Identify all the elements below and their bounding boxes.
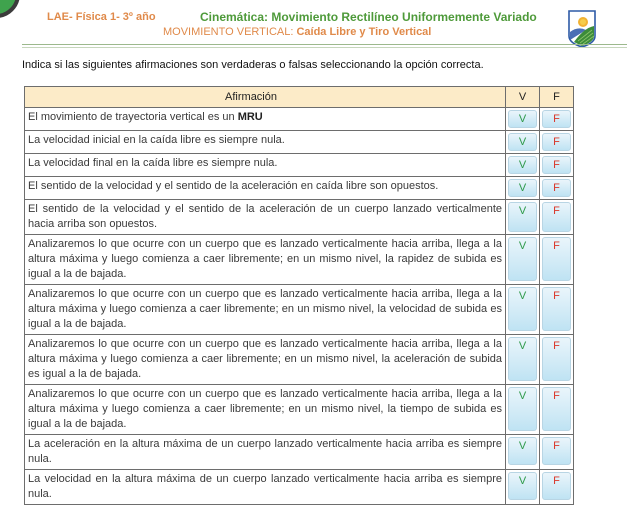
statement-cell: Analizaremos lo que ocurre con un cuerpo que es lanzado verticalmente hacia arriba, llega a la altura máxima y luego comienza a caer libremente; en un mismo nivel, la velocidad de subida es igual a la de bajada. (25, 285, 506, 335)
statement-cell: El sentido de la velocidad y el sentido de la aceleración de un cuerpo lanzado verticalmente hacia arriba son opuestos. (25, 200, 506, 235)
true-option-button[interactable]: V (508, 337, 537, 381)
true-option-button[interactable]: V (508, 237, 537, 281)
table-row (25, 154, 574, 177)
table-row (25, 435, 574, 470)
table-row (25, 285, 574, 335)
statement-cell (25, 108, 506, 131)
table-row (25, 108, 574, 131)
table-header-row (25, 87, 574, 108)
header-false: F (540, 87, 574, 108)
header-divider-secondary (22, 47, 627, 48)
decorative-corner-circle (0, 0, 20, 18)
subtitle-prefix: MOVIMIENTO VERTICAL: (163, 26, 297, 38)
false-option-button[interactable]: F (542, 202, 571, 232)
table-row (25, 200, 574, 235)
false-option-button[interactable]: F (542, 156, 571, 174)
false-option-button[interactable]: F (542, 437, 571, 465)
false-option-button[interactable]: F (542, 237, 571, 281)
statement-cell: Analizaremos lo que ocurre con un cuerpo que es lanzado verticalmente hacia arriba, llega a la altura máxima y luego comienza a caer libremente; en un mismo nivel, la aceleración de subida es igual a la de bajada. (25, 335, 506, 385)
table-row (25, 385, 574, 435)
false-option-button[interactable]: F (542, 133, 571, 151)
subtitle-topic: Caída Libre y Tiro Vertical (296, 26, 432, 38)
true-false-table (24, 86, 574, 505)
true-option-button[interactable]: V (508, 202, 537, 232)
header-statement: Afirmación (25, 87, 506, 108)
statement-cell: La velocidad inicial en la caída libre es siempre nula. (25, 131, 506, 154)
false-option-button[interactable]: F (542, 179, 571, 197)
true-option-button[interactable]: V (508, 179, 537, 197)
true-option-button[interactable]: V (508, 472, 537, 500)
statement-cell: La velocidad final en la caída libre es siempre nula. (25, 154, 506, 177)
false-option-button[interactable]: F (542, 472, 571, 500)
true-option-button[interactable]: V (508, 437, 537, 465)
statement-cell: Analizaremos lo que ocurre con un cuerpo que es lanzado verticalmente hacia arriba, llega a la altura máxima y luego comienza a caer libremente; en un mismo nivel, la tiempo de subida es igual a la de bajada. (25, 385, 506, 435)
false-option-button[interactable]: F (542, 387, 571, 431)
true-option-button[interactable]: V (508, 110, 537, 128)
true-option-button[interactable]: V (508, 287, 537, 331)
table-row (25, 470, 574, 505)
page-subtitle (163, 26, 431, 38)
false-option-button[interactable]: F (542, 337, 571, 381)
true-option-button[interactable]: V (508, 387, 537, 431)
instruction-text: Indica si las siguientes afirmaciones son verdaderas o falsas seleccionando la opción correcta. (22, 59, 484, 71)
table-row (25, 335, 574, 385)
true-option-button[interactable]: V (508, 156, 537, 174)
statement-cell: Analizaremos lo que ocurre con un cuerpo que es lanzado verticalmente hacia arriba, llega a la altura máxima y luego comienza a caer libremente; en un mismo nivel, la rapidez de subida es igual a la de bajada. (25, 235, 506, 285)
table-row (25, 131, 574, 154)
statement-text: El movimiento de trayectoria vertical es un (28, 111, 238, 123)
statement-cell: La aceleración en la altura máxima de un cuerpo lanzado verticalmente hacia arriba es siempre nula. (25, 435, 506, 470)
header-divider (22, 44, 627, 45)
false-option-button[interactable]: F (542, 287, 571, 331)
header-true: V (506, 87, 540, 108)
statement-cell: La velocidad en la altura máxima de un cuerpo lanzado verticalmente hacia arriba es siempre nula. (25, 470, 506, 505)
false-option-button[interactable]: F (542, 110, 571, 128)
statement-cell: El sentido de la velocidad y el sentido de la aceleración en caída libre son opuestos. (25, 177, 506, 200)
table-row (25, 177, 574, 200)
course-label: LAE- Física 1- 3º año (47, 11, 156, 23)
true-option-button[interactable]: V (508, 133, 537, 151)
page-title: Cinemática: Movimiento Rectilíneo Uniformemente Variado (200, 10, 537, 24)
school-shield-logo-icon (568, 10, 596, 48)
statement-bold-text: MRU (237, 111, 263, 123)
table-row (25, 235, 574, 285)
